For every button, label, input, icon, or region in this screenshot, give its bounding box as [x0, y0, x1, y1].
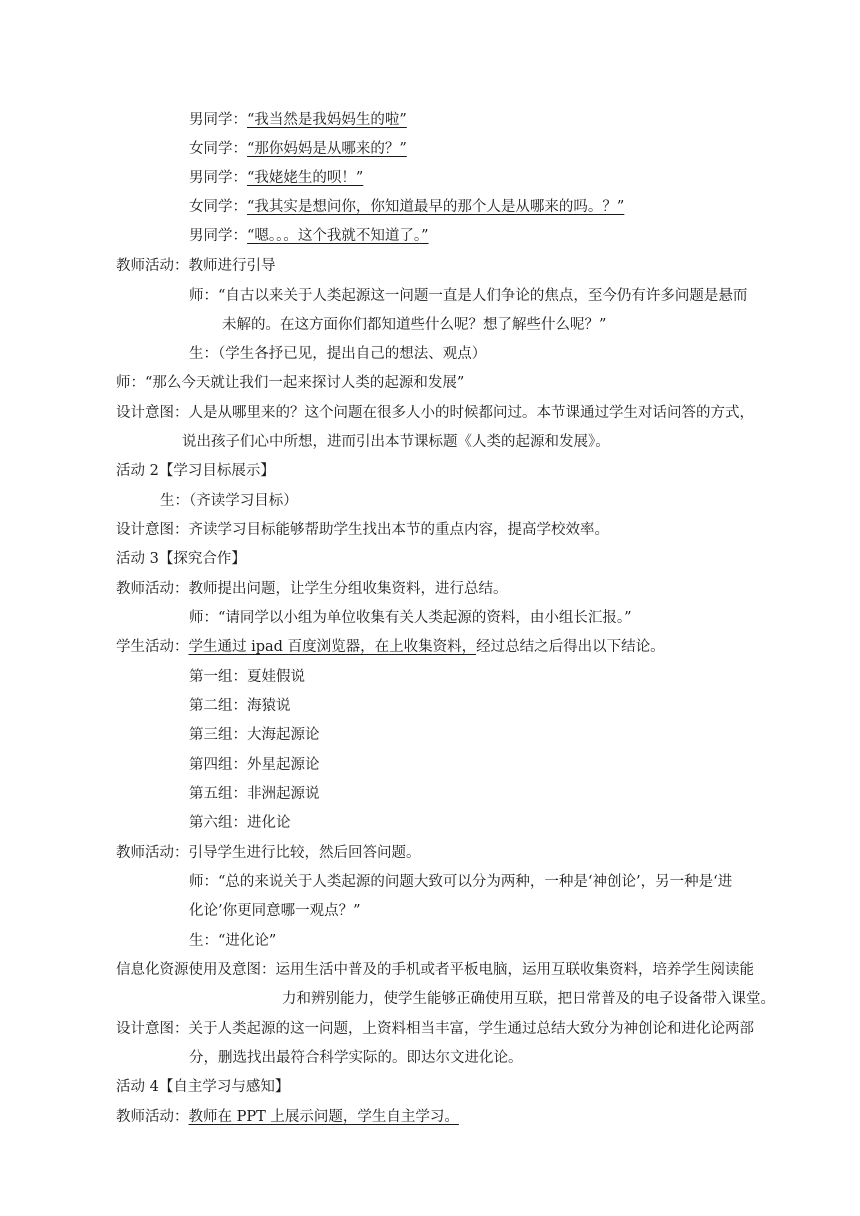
- activity3-design-cont: 分，删选找出最符合科学实际的。即达尔文进化论。: [189, 1050, 523, 1066]
- activity2-title: 活动 2【学习目标展示】: [116, 463, 275, 479]
- activity3-teacher: [116, 579, 508, 599]
- speaker: 男同学：: [189, 170, 247, 186]
- design-intent-1-cont: 说出孩子们心中所想，进而引出本节课标题《人类的起源和发展》。: [182, 434, 610, 450]
- section-label: 教师活动：: [116, 1109, 189, 1125]
- activity3-design: [116, 1019, 754, 1039]
- speaker: 女同学：: [189, 199, 247, 215]
- dialogue-line: [189, 168, 363, 188]
- section-text: 教师进行引导: [188, 258, 276, 274]
- section-text: 运用生活中普及的手机或者平板电脑，运用互联收集资料，培养学生阅读能: [275, 962, 754, 978]
- activity2-design: [116, 520, 609, 540]
- section-text-underlined: 教师在 PPT 上展示问题，学生自主学习。: [188, 1109, 459, 1125]
- compare-quote-line1: 师：“总的来说关于人类起源的问题大致可以分为两种，一种是‘神创论’，另一种是‘进: [189, 874, 733, 890]
- speaker: 女同学：: [189, 141, 247, 157]
- section-text-underlined: 学生通过 ipad 百度浏览器，在上收集资料，: [188, 639, 477, 655]
- section-text: 教师提出问题，让学生分组收集资料，进行总结。: [188, 581, 508, 597]
- teacher-quote-line2: 未解的。在这方面你们都知道些什么呢？想了解些什么呢？”: [222, 317, 607, 333]
- dialogue-line: [189, 139, 407, 159]
- section-text: 人是从哪里来的？这个问题在很多人小的时候都问过。本节课通过学生对话问答的方式，: [188, 405, 754, 421]
- activity3-teacher-quote: 师：“请同学以小组为单位收集有关人类起源的资料，由小组长汇报。”: [189, 610, 632, 626]
- activity3-student: [116, 637, 665, 657]
- section-label: 信息化资源使用及意图：: [116, 962, 276, 978]
- dialogue-line: [189, 110, 407, 130]
- student-answer: 生：“进化论”: [189, 933, 277, 949]
- section-label: 设计意图：: [116, 522, 189, 538]
- section-label: 教师活动：: [116, 581, 189, 597]
- compare-quote-line2: 化论’你更同意哪一观点？”: [189, 903, 361, 919]
- intro-line: 师：“那么今天就让我们一起来探讨人类的起源和发展”: [116, 375, 465, 391]
- activity4-title: 活动 4【自主学习与感知】: [116, 1079, 290, 1095]
- info-resource-cont: 力和辨别能力，使学生能够正确使用互联，把日常普及的电子设备带入课堂。: [282, 991, 775, 1007]
- group-item: 第六组：进化论: [189, 815, 291, 831]
- teacher-activity-guide: [116, 256, 276, 276]
- group-item: 第一组：夏娃假说: [189, 669, 305, 685]
- student-response: 生：（学生各抒已见，提出自己的想法、观点）: [189, 346, 487, 362]
- speaker: 男同学：: [189, 112, 247, 128]
- group-item: 第四组：外星起源论: [189, 757, 320, 773]
- section-label: 教师活动：: [116, 845, 189, 861]
- section-text: 关于人类起源的这一问题，上资料相当丰富，学生通过总结大致分为神创论和进化论两部: [188, 1021, 754, 1037]
- info-resource: [116, 960, 754, 980]
- dialogue-text: “那你妈妈是从哪来的？”: [247, 141, 407, 157]
- activity3-title: 活动 3【探究合作】: [116, 551, 246, 567]
- section-text: 齐读学习目标能够帮助学生找出本节的重点内容，提高学校效率。: [188, 522, 609, 538]
- group-item: 第三组：大海起源论: [189, 727, 320, 743]
- teacher-quote-line1: 师：“自古以来关于人类起源这一问题一直是人们争论的焦点，至今仍有许多问题是悬而: [189, 288, 748, 304]
- activity3-compare: [116, 843, 421, 863]
- group-item: 第五组：非洲起源说: [189, 786, 320, 802]
- dialogue-line: [189, 197, 624, 217]
- section-text: 经过总结之后得出以下结论。: [476, 639, 665, 655]
- activity4-teacher: [116, 1107, 459, 1127]
- dialogue-line: [189, 226, 429, 246]
- dialogue-text: “我其实是想问你，你知道最早的那个人是从哪来的吗。？”: [247, 199, 625, 215]
- activity2-student: 生：（齐读学习目标）: [160, 493, 298, 509]
- design-intent-1: [116, 403, 754, 423]
- dialogue-text: “嗯。。。这个我就不知道了。”: [247, 228, 429, 244]
- section-label: 学生活动：: [116, 639, 189, 655]
- section-label: 教师活动：: [116, 258, 189, 274]
- dialogue-text: “我当然是我妈妈生的啦”: [247, 112, 407, 128]
- dialogue-text: “我姥姥生的呗！”: [247, 170, 364, 186]
- section-label: 设计意图：: [116, 1021, 189, 1037]
- section-text: 引导学生进行比较，然后回答问题。: [188, 845, 421, 861]
- speaker: 男同学：: [189, 228, 247, 244]
- group-item: 第二组：海猿说: [189, 698, 291, 714]
- section-label: 设计意图：: [116, 405, 189, 421]
